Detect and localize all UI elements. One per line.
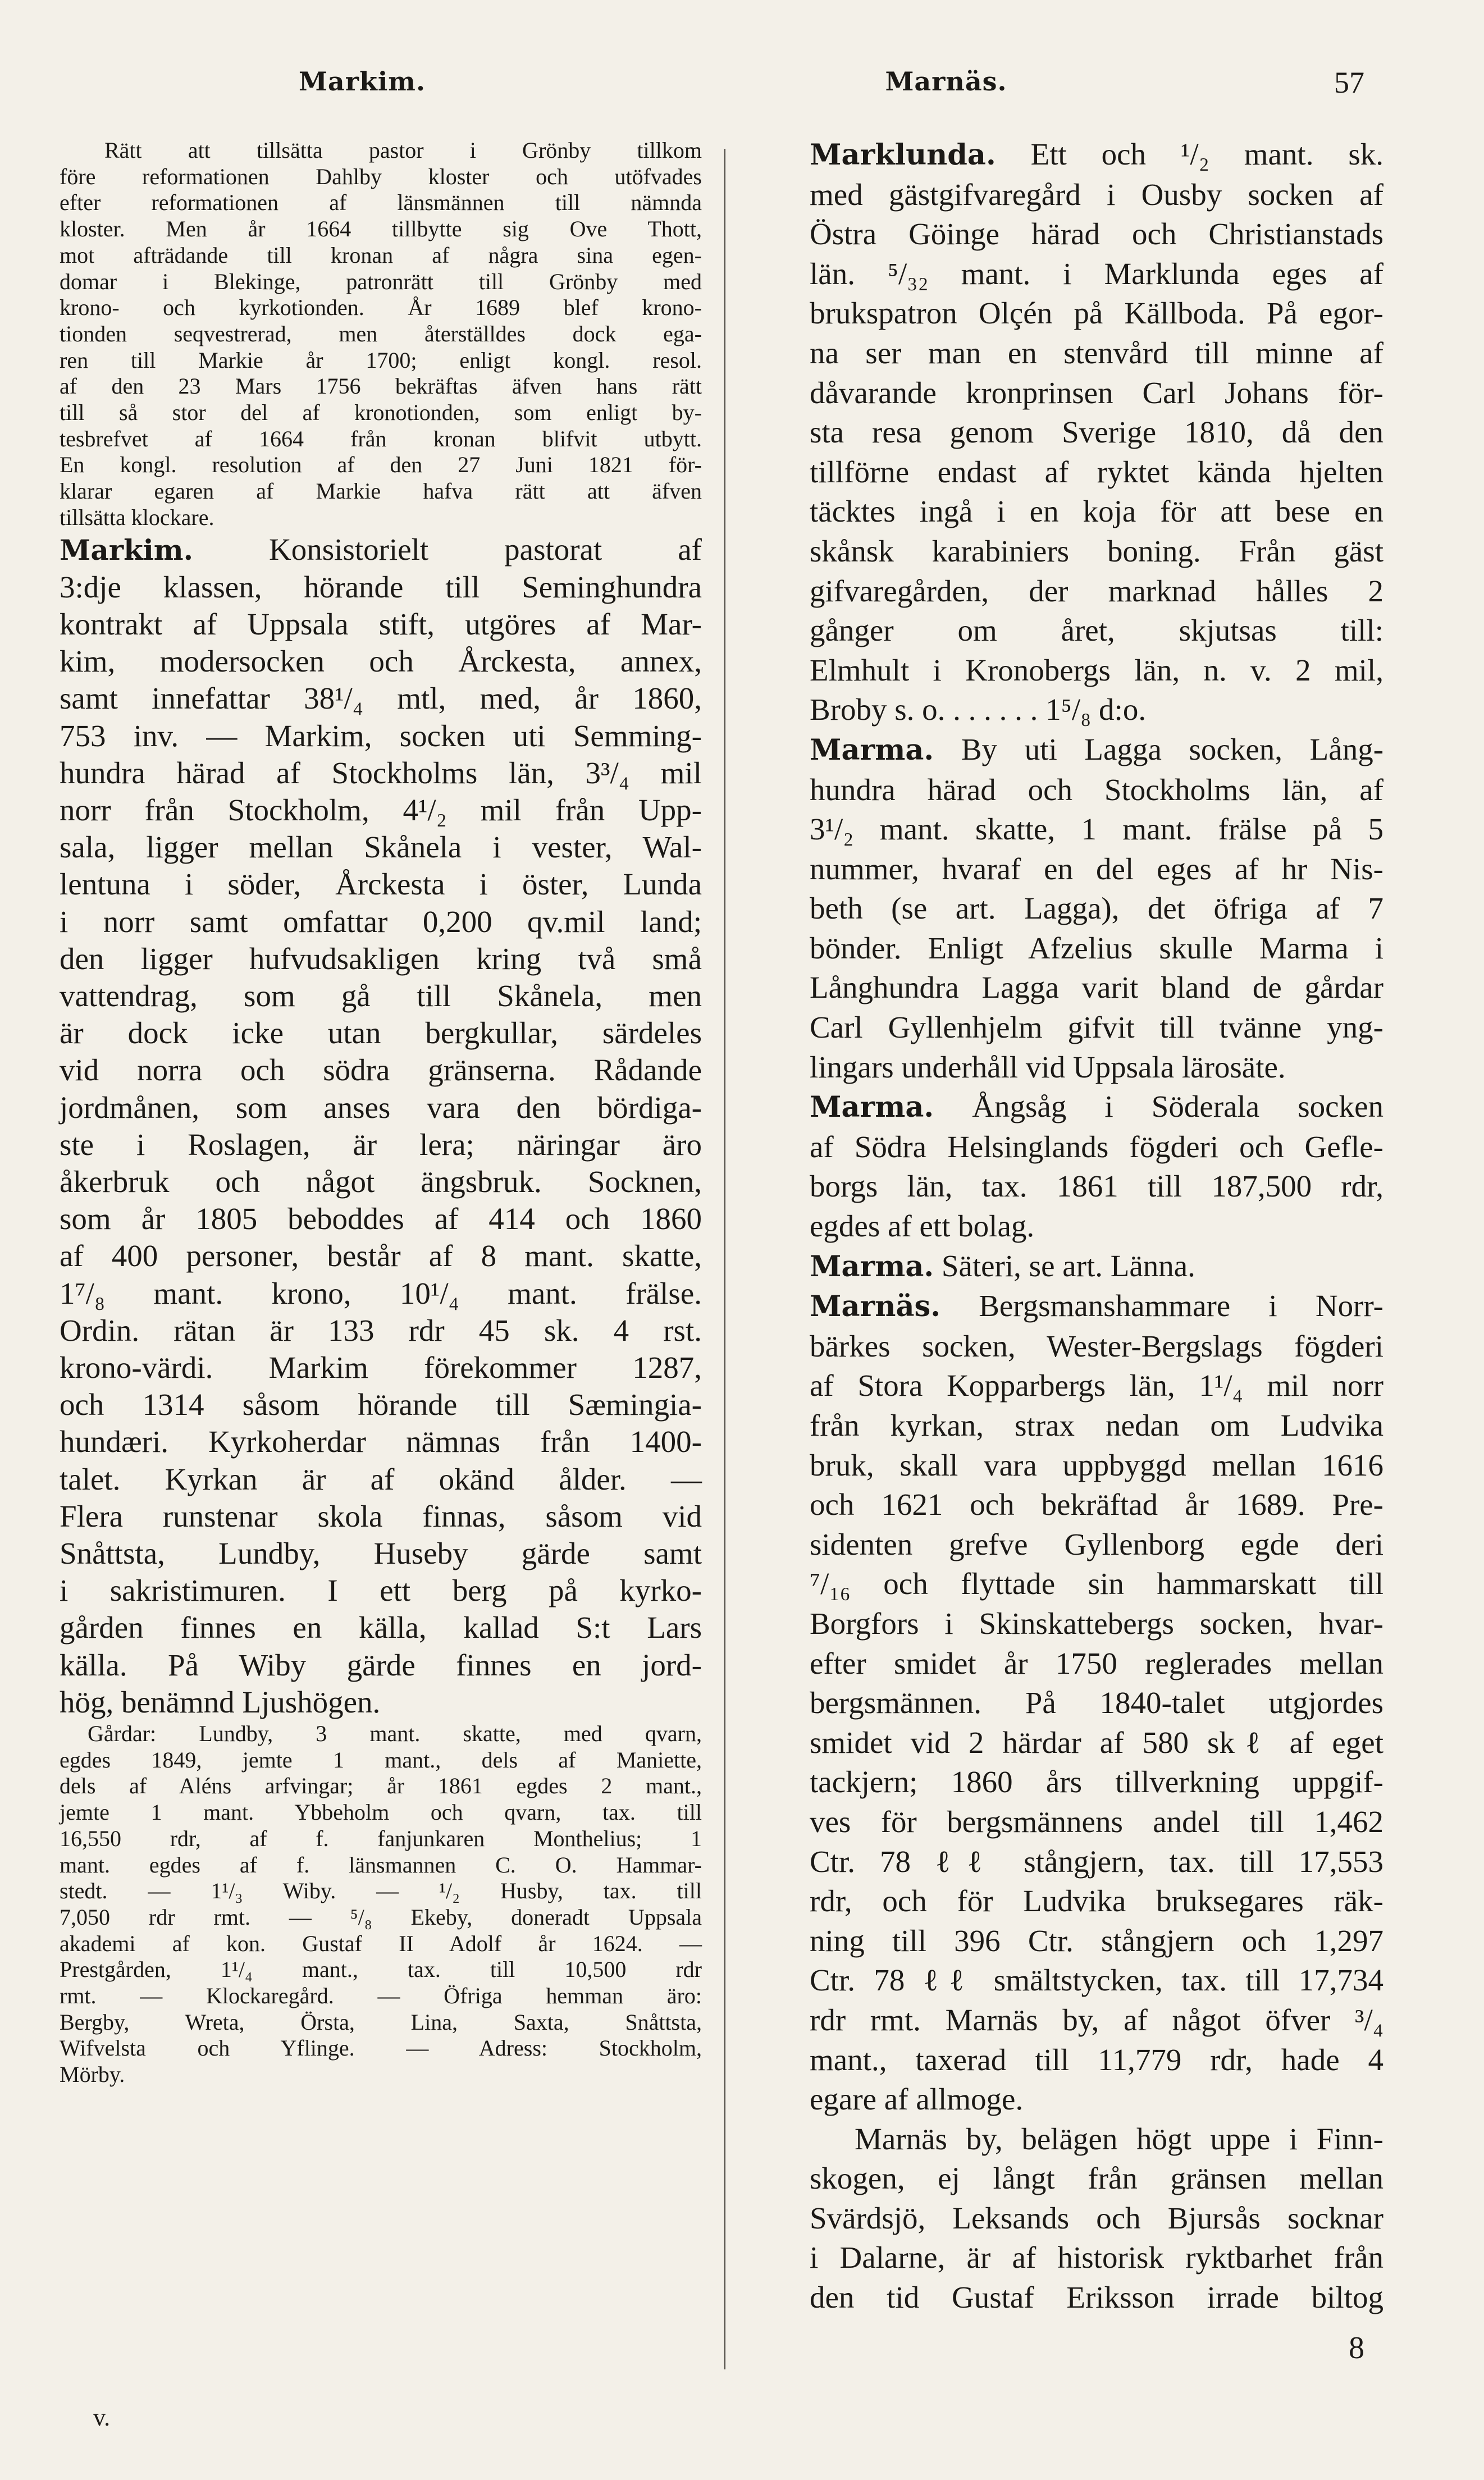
text-line: mot afträdande till kronan af några sina egen-	[60, 242, 702, 268]
text-line: Wifvelsta och Yflinge. — Adress: Stockholm,	[60, 2035, 702, 2061]
text-line: egdes af ett bolag.	[810, 1209, 1035, 1244]
text-line: ste i Roslagen, är lera; näringar äro	[60, 1127, 702, 1162]
text-line: rmt. — Klockaregård. — Öfriga hemman äro:	[60, 1983, 702, 2009]
text-line: af Södra Helsinglands fögderi och Gefle-	[810, 1129, 1383, 1164]
text-line: Rätt att tillsätta pastor i Grönby tillkom	[104, 138, 702, 163]
text-line: akademi af kon. Gustaf II Adolf år 1624. —	[60, 1930, 702, 1956]
text-line: kloster. Men år 1664 tillbytte sig Ove Thott,	[60, 216, 702, 242]
text-line: hög, benämnd Ljushögen.	[60, 1684, 381, 1719]
entry-first-line-text: Konsistorielt pastorat af	[269, 532, 702, 567]
text-line: Östra Göinge härad och Christianstads	[810, 217, 1383, 252]
text-line: En kongl. resolution af den 27 Juni 1821 för-	[60, 452, 702, 478]
text-line: Ctr. 78 ℓℓ smältstycken, tax. till 17,734	[810, 1963, 1383, 1998]
text-line: Marnäs by, belägen högt uppe i Finn-	[855, 2121, 1383, 2156]
page-number: 57	[1334, 66, 1364, 99]
text-line: Bergby, Wreta, Örsta, Lina, Saxta, Snåttsta,	[60, 2009, 702, 2035]
text-line: skogen, ej långt från gränsen mellan	[810, 2161, 1383, 2196]
text-line: ning till 396 Ctr. stångjern och 1,297	[810, 1923, 1383, 1958]
entry-first-line-text: Säteri, se art. Länna.	[941, 1248, 1195, 1283]
text-line: 7,050 rdr rmt. — ⁵/₈ Ekeby, doneradt Uppsala	[60, 1904, 702, 1930]
text-line: i norr samt omfattar 0,200 qv.mil land;	[60, 904, 702, 939]
text-line: Flera runstenar skola finnas, såsom vid	[60, 1499, 702, 1533]
entry-first-line	[810, 1087, 1383, 1127]
text-line: bärkes socken, Wester-Bergslags fögderi	[810, 1328, 1383, 1363]
left-running-head: Markim.	[299, 66, 426, 97]
text-line: mant., taxerad till 11,779 rdr, hade 4	[810, 2042, 1383, 2077]
text-line: sta resa genom Sverige 1810, då den	[810, 415, 1383, 450]
text-line: kontrakt af Uppsala stift, utgöres af Mar-	[60, 606, 702, 641]
text-line: vattendrag, som gå till Skånela, men	[60, 978, 702, 1013]
dictionary-entry	[810, 1286, 1383, 2119]
text-line: tillsätta klockare.	[60, 504, 214, 530]
entry-first-line-text: Ångsåg i Söderala socken	[972, 1089, 1384, 1124]
text-line: från kyrkan, strax nedan om Ludvika	[810, 1408, 1383, 1442]
text-line: rdr rmt. Marnäs by, af något öfver ³/₄	[810, 2002, 1383, 2037]
entry-first-line-text: Bergsmanshammare i Norr-	[979, 1289, 1383, 1323]
entry-headword: Marnäs.	[810, 1290, 940, 1324]
text-line: tesbrefvet af 1664 från kronan blifvit utbytt.	[60, 426, 702, 451]
text-line: ⁷/₁₆ och flyttade sin hammarskatt till	[810, 1566, 1383, 1601]
text-line: klarar egaren af Markie hafva rätt att äfven	[60, 478, 702, 504]
text-line: gården finnes en källa, kallad S:t Lars	[60, 1610, 702, 1645]
text-line: domar i Blekinge, patronrätt till Grönby med	[60, 268, 702, 294]
text-line: täcktes ingå i en koja för att bese en	[810, 494, 1383, 529]
text-line: beth (se art. Lagga), det öfriga af 7	[810, 891, 1383, 926]
markim-gardar-paragraph	[60, 1721, 702, 2088]
left-footer-signature: v.	[93, 2404, 111, 2431]
text-line: tillförne endast af ryktet kända hjelten	[810, 454, 1383, 489]
entry-headword: Marma.	[810, 1249, 934, 1284]
text-line: talet. Kyrkan är af okänd ålder. —	[60, 1461, 702, 1496]
text-line: 1⁷/₈ mant. krono, 10¹/₄ mant. frälse.	[60, 1276, 702, 1310]
text-line: med gästgifvaregård i Ousby socken af	[810, 177, 1383, 212]
text-line: hundra härad och Stockholms län, af	[810, 772, 1383, 807]
text-line: tackjern; 1860 års tillverkning uppgif-	[810, 1765, 1383, 1800]
text-line: krono- och kyrkotionden. År 1689 blef krono-	[60, 295, 702, 321]
entry-first-line	[60, 531, 702, 569]
text-line: åkerbruk och något ängsbruk. Socknen,	[60, 1164, 702, 1199]
entry-first-line	[810, 730, 1383, 770]
text-line: till så stor del af kronotionden, som enligt by-	[60, 400, 702, 426]
text-line: jemte 1 mant. Ybbeholm och qvarn, tax. till	[60, 1800, 702, 1825]
text-line: före reformationen Dahlby kloster och utöfvades	[60, 163, 702, 189]
dictionary-entry	[810, 135, 1383, 730]
text-line: samt innefattar 38¹/₄ mtl, med, år 1860,	[60, 681, 702, 716]
text-line: Borgfors i Skinskattebergs socken, hvar-	[810, 1606, 1383, 1641]
text-line: kim, modersocken och Årckesta, annex,	[60, 644, 702, 679]
text-line: lingars underhåll vid Uppsala lärosäte.	[810, 1049, 1286, 1084]
sheet-signature: 8	[1349, 2331, 1364, 2365]
text-line: län. ⁵/₃₂ mant. i Marklunda eges af	[810, 256, 1383, 291]
entry-headword: Marma.	[810, 733, 934, 767]
left-column	[60, 138, 702, 2088]
entry-first-line	[810, 1286, 1383, 1327]
text-line: ves för bergsmännens andel till 1,462	[810, 1804, 1383, 1839]
text-line: 753 inv. — Markim, socken uti Semming-	[60, 718, 702, 753]
text-line: bergsmännen. På 1840-talet utgjordes	[810, 1686, 1383, 1720]
text-line: 16,550 rdr, af f. fanjunkaren Monthelius; 1	[60, 1825, 702, 1851]
text-line: sala, ligger mellan Skånela i vester, Wal-	[60, 830, 702, 865]
text-line: Ctr. 78 ℓℓ stångjern, tax. till 17,553	[810, 1844, 1383, 1879]
entry-first-line	[810, 135, 1383, 175]
text-line: mant. egdes af f. länsmannen C. O. Hammar-	[60, 1852, 702, 1878]
entry-first-line	[810, 1246, 1383, 1287]
text-line: gifvaregården, der marknad hålles 2	[810, 573, 1383, 608]
grönby-patronage-paragraph	[60, 138, 702, 531]
entry-headword: Marma.	[810, 1090, 934, 1125]
text-line: Prestgården, 1¹/₄ mant., tax. till 10,500 rdr	[60, 1957, 702, 1983]
text-line: lentuna i söder, Årckesta i öster, Lunda	[60, 867, 702, 902]
text-line: skånsk karabiniers boning. Från gäst	[810, 533, 1383, 568]
text-line: smidet vid 2 härdar af 580 skℓ af eget	[810, 1725, 1383, 1760]
markim-entry	[60, 531, 702, 1721]
text-line: stedt. — 1¹/₃ Wiby. — ¹/₂ Husby, tax. till	[60, 1878, 702, 1904]
text-line: vid norra och södra gränserna. Rådande	[60, 1053, 702, 1088]
right-column	[810, 135, 1383, 2318]
text-line: af den 23 Mars 1756 bekräftas äfven hans rätt	[60, 373, 702, 399]
text-line: efter smidet år 1750 reglerades mellan	[810, 1646, 1383, 1680]
entry-first-line-text: By uti Lagga socken, Lång-	[961, 732, 1384, 766]
text-line: och 1621 och bekräftad år 1689. Pre-	[810, 1487, 1383, 1522]
text-line: Broby s. o. . . . . . . 1⁵/₈ d:o.	[810, 692, 1147, 727]
text-line: jordmånen, som anses vara den bördiga-	[60, 1090, 702, 1125]
text-line: borgs län, tax. 1861 till 187,500 rdr,	[810, 1169, 1383, 1204]
entry-headword: Marklunda.	[810, 138, 996, 172]
text-line: Långhundra Lagga varit bland de gårdar	[810, 970, 1383, 1005]
text-line: dåvarande kronprinsen Carl Johans för-	[810, 375, 1383, 410]
text-line: källa. På Wiby gärde finnes en jord-	[60, 1647, 702, 1682]
text-line: den tid Gustaf Eriksson irrade biltog	[810, 2280, 1383, 2315]
text-line: egdes 1849, jemte 1 mant., dels af Maniette,	[60, 1747, 702, 1773]
text-line: af Stora Kopparbergs län, 1¹/₄ mil norr	[810, 1368, 1383, 1403]
text-line: bruk, skall vara uppbyggd mellan 1616	[810, 1447, 1383, 1482]
text-line: Carl Gyllenhjelm gifvit till tvänne yng-	[810, 1010, 1383, 1045]
text-line: krono-värdi. Markim förekommer 1287,	[60, 1350, 702, 1385]
dictionary-entry	[810, 730, 1383, 1087]
text-line: efter reformationen af länsmännen till nämnda	[60, 190, 702, 216]
dictionary-entry	[810, 1087, 1383, 1246]
text-line: den ligger hufvudsakligen kring två små	[60, 941, 702, 976]
text-line: Elmhult i Kronobergs län, n. v. 2 mil,	[810, 652, 1383, 687]
text-line: bönder. Enligt Afzelius skulle Marma i	[810, 930, 1383, 965]
text-line: i Dalarne, är af historisk ryktbarhet från	[810, 2240, 1383, 2275]
text-line: na ser man en stenvård till minne af	[810, 335, 1383, 370]
text-line: Gårdar: Lundby, 3 mant. skatte, med qvarn,	[88, 1721, 702, 1747]
text-line: 3:dje klassen, hörande till Seminghundra	[60, 569, 702, 604]
text-line: som år 1805 beboddes af 414 och 1860	[60, 1202, 702, 1236]
text-line: dels af Aléns arfvingar; år 1861 egdes 2 mant.,	[60, 1773, 702, 1799]
text-line: rdr, och för Ludvika bruksegares räk-	[810, 1884, 1383, 1919]
dictionary-entry	[810, 1246, 1383, 1287]
text-line: är dock icke utan bergkullar, särdeles	[60, 1016, 702, 1051]
text-line: brukspatron Olçén på Källboda. På egor-	[810, 296, 1383, 331]
text-line: Mörby.	[60, 2062, 125, 2088]
marnas-by-paragraph	[810, 2120, 1383, 2318]
text-line: 3¹/₂ mant. skatte, 1 mant. frälse på 5	[810, 812, 1383, 847]
column-divider	[724, 149, 725, 2369]
text-line: och 1314 såsom hörande till Sæmingia-	[60, 1387, 702, 1422]
headword-markim: Markim.	[60, 533, 194, 567]
text-line: hundra härad af Stockholms län, 3³/₄ mil	[60, 755, 702, 790]
text-line: i sakristimuren. I ett berg på kyrko-	[60, 1573, 702, 1608]
text-line: af 400 personer, består af 8 mant. skatte,	[60, 1239, 702, 1273]
text-line: Ordin. rätan är 133 rdr 45 sk. 4 rst.	[60, 1313, 702, 1348]
text-line: gånger om året, skjutsas till:	[810, 613, 1383, 648]
entry-first-line-text: Ett och ¹/₂ mant. sk.	[1030, 137, 1383, 171]
text-line: Snåttsta, Lundby, Huseby gärde samt	[60, 1536, 702, 1571]
text-line: egare af allmoge.	[810, 2082, 1024, 2117]
text-line: nummer, hvaraf en del eges af hr Nis-	[810, 851, 1383, 886]
text-line: norr från Stockholm, 4¹/₂ mil från Upp-	[60, 792, 702, 827]
right-running-head: Marnäs.	[885, 66, 1007, 97]
text-line: sidenten grefve Gyllenborg egde deri	[810, 1527, 1383, 1561]
text-line: ren till Markie år 1700; enligt kongl. resol.	[60, 347, 702, 373]
text-line: hundæri. Kyrkoherdar nämnas från 1400-	[60, 1424, 702, 1459]
text-line: tionden seqvestrerad, men återställdes dock ega-	[60, 321, 702, 346]
text-line: Svärdsjö, Leksands och Bjursås socknar	[810, 2200, 1383, 2235]
